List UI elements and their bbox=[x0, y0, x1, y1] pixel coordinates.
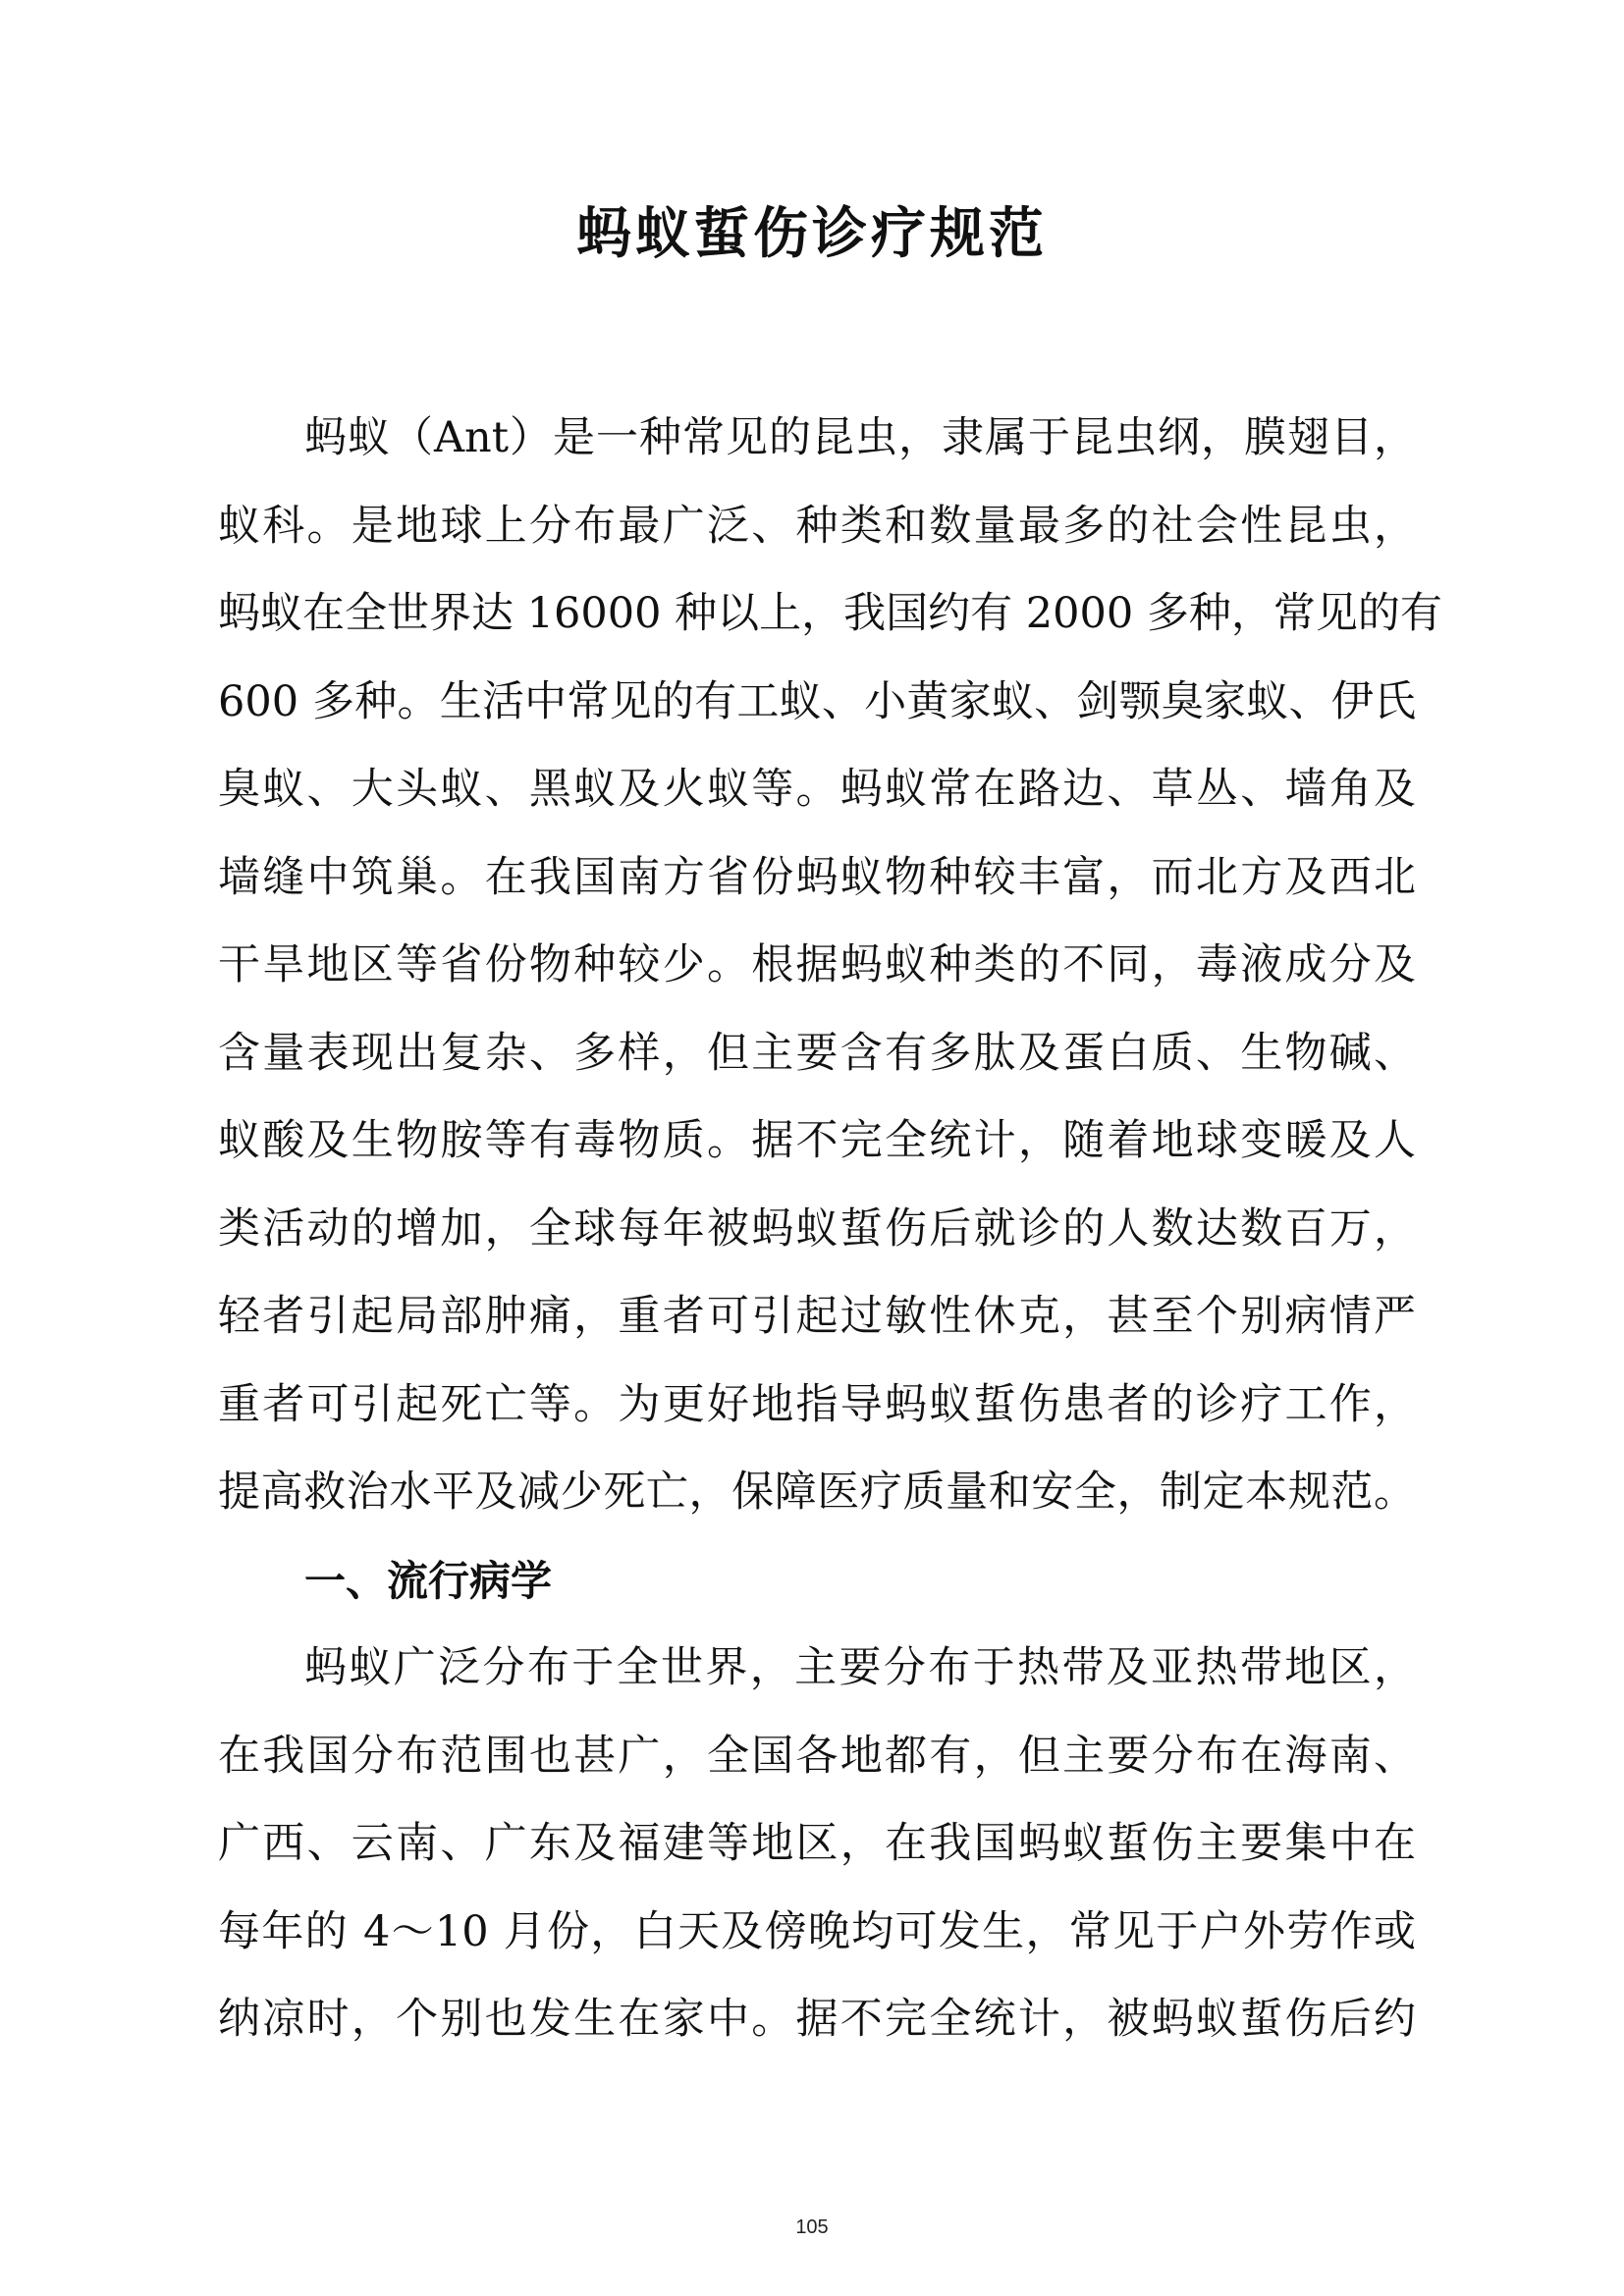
paragraph-line: 600 多种。生活中常见的有工蚁、小黄家蚁、剑颚臭家蚁、伊氏 bbox=[218, 676, 1416, 726]
paragraph-line: 蚂蚁在全世界达 16000 种以上，我国约有 2000 多种，常见的有 bbox=[218, 589, 1442, 638]
paragraph-line: 干旱地区等省份物种较少。根据蚂蚁种类的不同，毒液成分及 bbox=[218, 940, 1416, 989]
paragraph-line: 蚂蚁广泛分布于全世界，主要分布于热带及亚热带地区， bbox=[304, 1643, 1416, 1692]
paragraph-line: 每年的 4～10 月份，白天及傍晚均可发生，常见于户外劳作或 bbox=[218, 1906, 1416, 1956]
paragraph-line: 含量表现出复杂、多样，但主要含有多肽及蛋白质、生物碱、 bbox=[218, 1028, 1416, 1078]
paragraph-line: 广西、云南、广东及福建等地区，在我国蚂蚁蜇伤主要集中在 bbox=[218, 1819, 1416, 1868]
paragraph-line: 类活动的增加，全球每年被蚂蚁蜇伤后就诊的人数达数百万， bbox=[218, 1203, 1416, 1254]
paragraph-line: 蚂蚁（Ant）是一种常见的昆虫，隶属于昆虫纲，膜翅目， bbox=[304, 413, 1416, 462]
paragraph-line: 墙缝中筑巢。在我国南方省份蚂蚁物种较丰富，而北方及西北 bbox=[218, 852, 1416, 902]
paragraph-line: 轻者引起局部肿痛，重者可引起过敏性休克，甚至个别病情严 bbox=[218, 1292, 1416, 1341]
paragraph-line: 蚁酸及生物胺等有毒物质。据不完全统计，随着地球变暖及人 bbox=[218, 1116, 1416, 1165]
paragraph-line: 提高救治水平及减少死亡，保障医疗质量和安全，制定本规范。 bbox=[218, 1468, 1416, 1517]
paragraph-line: 在我国分布范围也甚广，全国各地都有，但主要分布在海南、 bbox=[218, 1731, 1416, 1781]
page-title: 蚂蚁蜇伤诊疗规范 bbox=[576, 202, 1048, 266]
section-heading-epidemiology: 一、流行病学 bbox=[304, 1556, 553, 1605]
paragraph-epidemiology bbox=[218, 1625, 1416, 2064]
paragraph-line: 臭蚁、大头蚁、黑蚁及火蚁等。蚂蚁常在路边、草丛、墙角及 bbox=[218, 765, 1416, 814]
paragraph-line: 重者可引起死亡等。为更好地指导蚂蚁蜇伤患者的诊疗工作， bbox=[218, 1379, 1416, 1429]
page-number: 105 bbox=[795, 2216, 829, 2238]
paragraph-line: 蚁科。是地球上分布最广泛、种类和数量最多的社会性昆虫， bbox=[218, 501, 1416, 551]
paragraph-intro bbox=[218, 395, 1442, 1537]
paragraph-line: 纳凉时，个别也发生在家中。据不完全统计，被蚂蚁蜇伤后约 bbox=[218, 1995, 1416, 2044]
document-body bbox=[218, 395, 1442, 2064]
